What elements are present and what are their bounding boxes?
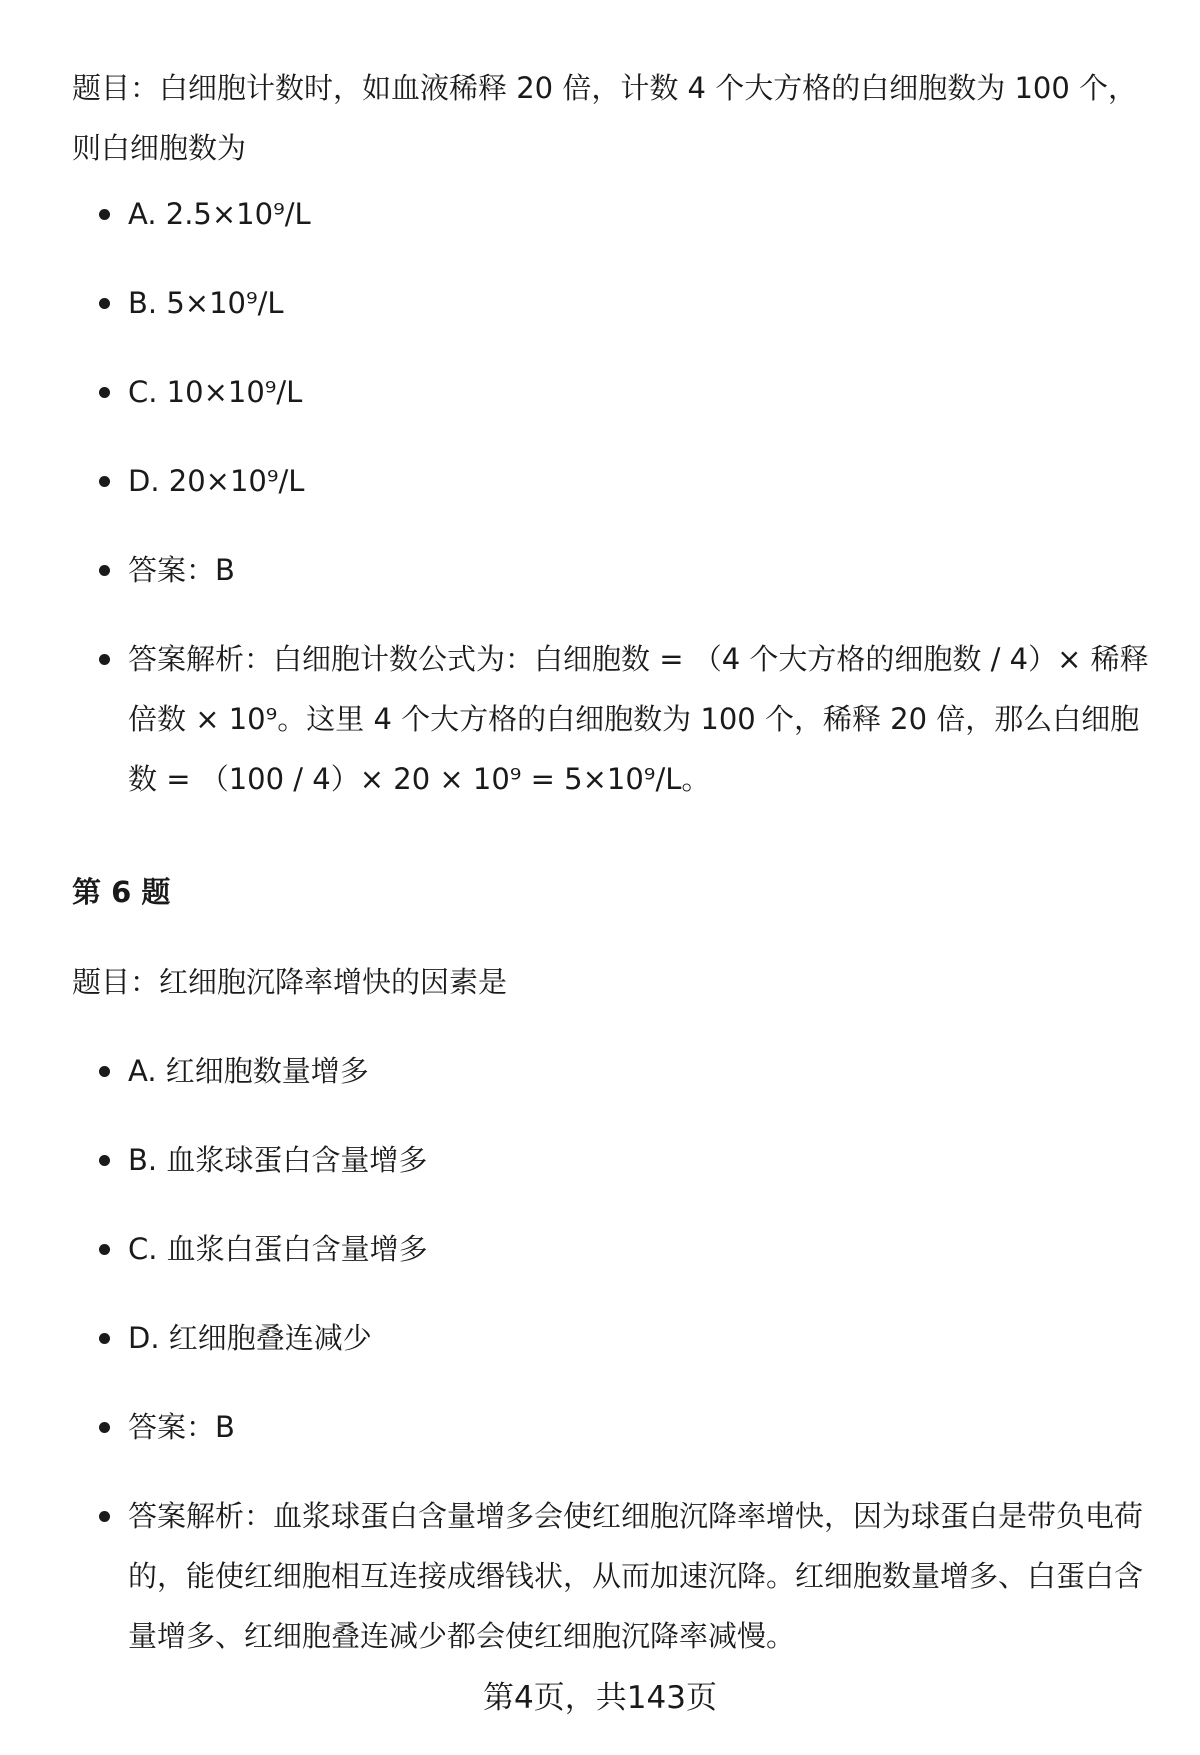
question-6-title: 题目：红细胞沉降率增快的因素是 — [72, 965, 508, 999]
bullet-icon — [99, 565, 110, 576]
bullet-icon — [99, 209, 110, 220]
option-text: D. 红细胞叠连减少 — [128, 1321, 372, 1355]
question-6-heading: 第 6 题 — [72, 875, 171, 909]
bullet-icon — [99, 1422, 110, 1433]
question-5-analysis — [72, 629, 1152, 809]
bullet-icon — [99, 1155, 110, 1166]
option-text: A. 2.5×10⁹/L — [128, 197, 311, 231]
question-6-option-c — [72, 1219, 1152, 1279]
option-text: D. 20×10⁹/L — [128, 464, 305, 498]
analysis-text: 答案解析：血浆球蛋白含量增多会使红细胞沉降率增快，因为球蛋白是带负电荷的，能使红细胞相互连接成缗钱状，从而加速沉降。红细胞数量增多、白蛋白含量增多、红细胞叠连减少都会使红细胞沉降率减慢。 — [128, 1499, 1144, 1653]
page-number: 第4页，共143页 — [483, 1680, 717, 1716]
question-6-option-b — [72, 1130, 1152, 1190]
option-text: B. 5×10⁹/L — [128, 286, 284, 320]
question-5-option-d — [72, 451, 1152, 511]
question-5-title: 题目：白细胞计数时，如血液稀释 20 倍，计数 4 个大方格的白细胞数为 100 个，则白细胞数为 — [72, 71, 1138, 165]
answer-text: 答案：B — [128, 1410, 235, 1444]
bullet-icon — [99, 1333, 110, 1344]
question-5-option-b — [72, 273, 1152, 333]
option-text: B. 血浆球蛋白含量增多 — [128, 1143, 428, 1177]
bullet-icon — [99, 1244, 110, 1255]
option-text: A. 红细胞数量增多 — [128, 1054, 369, 1088]
question-6-option-d — [72, 1308, 1152, 1368]
option-text: C. 血浆白蛋白含量增多 — [128, 1232, 428, 1266]
bullet-icon — [99, 1066, 110, 1077]
question-6-option-list — [72, 1041, 1152, 1666]
option-text: C. 10×10⁹/L — [128, 375, 303, 409]
answer-text: 答案：B — [128, 553, 235, 587]
bullet-icon — [99, 1511, 110, 1522]
bullet-icon — [99, 476, 110, 487]
bullet-icon — [99, 298, 110, 309]
question-5-option-list — [72, 184, 1152, 809]
question-5-option-a — [72, 184, 1152, 244]
bullet-icon — [99, 387, 110, 398]
question-6-answer — [72, 1397, 1152, 1457]
question-5-option-c — [72, 362, 1152, 422]
question-6-option-a — [72, 1041, 1152, 1101]
analysis-text: 答案解析：白细胞计数公式为：白细胞数 = （4 个大方格的细胞数 / 4）× 稀释倍数 × 10⁹。这里 4 个大方格的白细胞数为 100 个，稀释 20 倍，那么白细胞数 = （100 / 4）× 20 × 10⁹ = 5×10⁹/L。 — [128, 642, 1149, 796]
bullet-icon — [99, 654, 110, 665]
question-5-answer — [72, 540, 1152, 600]
question-6-analysis — [72, 1486, 1152, 1666]
